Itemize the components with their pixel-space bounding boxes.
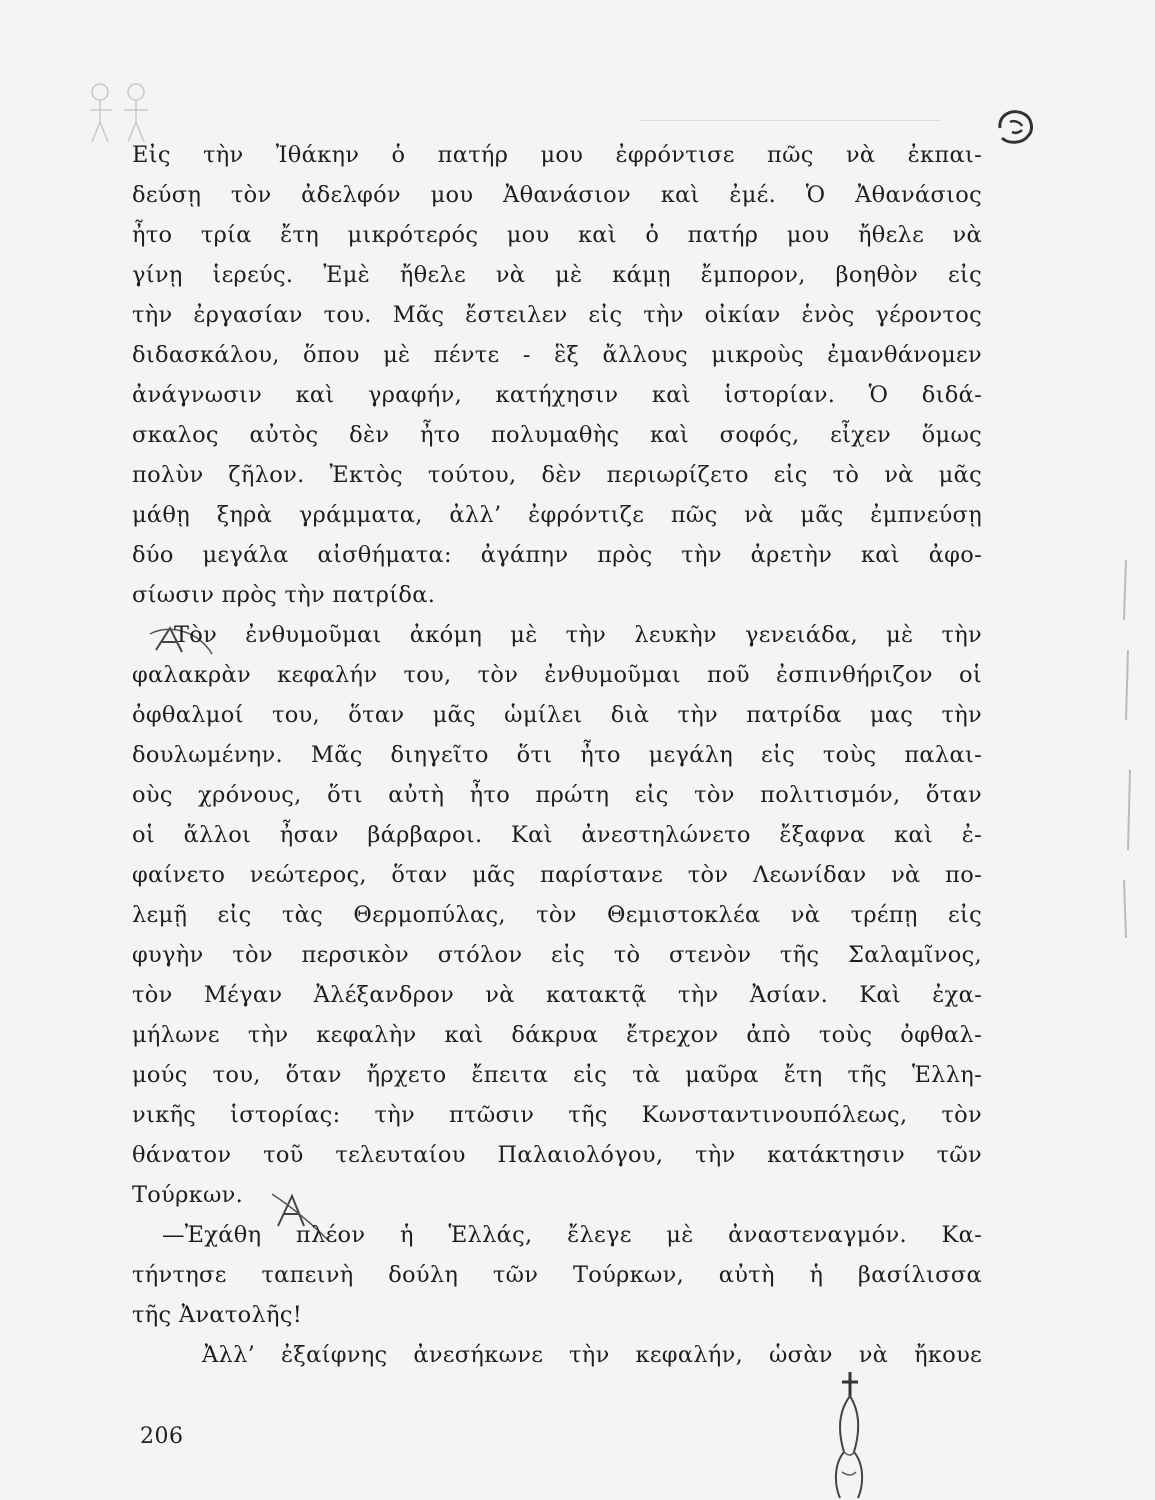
text-line: σκαλος αὐτὸς δὲν ἦτο πολυμαθὴς καὶ σοφός, εἶχεν ὅμως [132,422,982,448]
text-line: φαλακρὰν κεφαλήν του, τὸν ἐνθυμοῦμαι ποῦ ἐσπινθήριζον οἱ [132,662,982,688]
text-line: διδασκάλου, ὅπου μὲ πέντε - ἓξ ἄλλους μικροὺς ἐμανθάνομεν [132,342,982,368]
text-line: τήντησε ταπεινὴ δούλη τῶν Τούρκων, αὐτὴ ἡ βασίλισσα [132,1262,982,1288]
text-line: μήλωνε τὴν κεφαλὴν καὶ δάκρυα ἔτρεχον ἀπὸ τοὺς ὀφθαλ- [132,1022,982,1048]
right-edge-scuffs [1118,560,1148,940]
text-line: πολὺν ζῆλον. Ἐκτὸς τούτου, δὲν περιωρίζετο εἰς τὸ νὰ μᾶς [132,462,982,488]
text-line: Τὸν ἐνθυμοῦμαι ἀκόμη μὲ τὴν λευκὴν γενειάδα, μὲ τὴν [174,622,982,648]
text-line: σίωσιν πρὸς τὴν πατρίδα. [132,582,436,608]
page-number: 206 [140,1424,184,1449]
text-line: γίνῃ ἱερεύς. Ἐμὲ ἤθελε νὰ μὲ κάμῃ ἔμπορον, βοηθὸν εἰς [132,262,982,288]
text-line: μάθῃ ξηρὰ γράμματα, ἀλλ’ ἐφρόντιζε πῶς νὰ μᾶς ἐμπνεύσῃ [132,502,982,528]
text-line: θάνατον τοῦ τελευταίου Παλαιολόγου, τὴν κατάκτησιν τῶν [132,1142,982,1168]
face-doodle [992,104,1038,150]
text-line: ἦτο τρία ἔτη μικρότερός μου καὶ ὁ πατήρ μου ἤθελε νὰ [132,222,982,248]
text-line: οἱ ἄλλοι ἦσαν βάρβαροι. Καὶ ἀνεστηλώνετο ἔξαφνα καὶ ἐ- [132,822,982,848]
text-line: δεύσῃ τὸν ἀδελφόν μου Ἀθανάσιον καὶ ἐμέ. Ὁ Ἀθανάσιος [132,182,982,208]
text-line: Ἀλλ’ ἐξαίφνης ἀνεσήκωνε τὴν κεφαλήν, ὡσὰν νὰ ἤκουε [202,1342,982,1368]
text-line: τὸν Μέγαν Ἀλέξανδρον νὰ κατακτᾷ τὴν Ἀσίαν. Καὶ ἐχα- [132,982,982,1008]
text-line: φαίνετο νεώτερος, ὅταν μᾶς παρίστανε τὸν Λεωνίδαν νὰ πο- [132,862,982,888]
text-line: φυγὴν τὸν περσικὸν στόλον εἰς τὸ στενὸν τῆς Σαλαμῖνος, [132,942,982,968]
text-line: ἀνάγνωσιν καὶ γραφήν, κατήχησιν καὶ ἱστορίαν. Ὁ διδά- [132,382,982,408]
text-line: μούς του, ὅταν ἤρχετο ἔπειτα εἰς τὰ μαῦρα ἔτη τῆς Ἑλλη- [132,1062,982,1088]
text-line: νικῆς ἱστορίας: τὴν πτῶσιν τῆς Κωνσταντινουπόλεως, τὸν [132,1102,982,1128]
pencil-bookmark-sketch [824,1372,874,1500]
text-line: ὀφθαλμοί του, ὅταν μᾶς ὡμίλει διὰ τὴν πατρίδα μας τὴν [132,702,982,728]
text-line: Τούρκων. [132,1182,244,1208]
text-line: Εἰς τὴν Ἰθάκην ὁ πατήρ μου ἐφρόντισε πῶς νὰ ἐκπαι- [132,142,982,168]
text-line: δύο μεγάλα αἰσθήματα: ἀγάπην πρὸς τὴν ἀρετὴν καὶ ἀφο- [132,542,982,568]
text-line: λεμῇ εἰς τὰς Θερμοπύλας, τὸν Θεμιστοκλέα νὰ τρέπῃ εἰς [132,902,982,928]
text-line: δουλωμένην. Μᾶς διηγεῖτο ὅτι ἦτο μεγάλη εἰς τοὺς παλαι- [132,742,982,768]
text-line: τῆς Ἀνατολῆς! [132,1302,303,1328]
text-line: τὴν ἐργασίαν του. Μᾶς ἔστειλεν εἰς τὴν οἰκίαν ἑνὸς γέροντος [132,302,982,328]
body-text [132,135,982,1375]
text-line: οὺς χρόνους, ὅτι αὐτὴ ἦτο πρώτη εἰς τὸν πολιτισμόν, ὅταν [132,782,982,808]
text-line: —Ἐχάθη πλέον ἡ Ἑλλάς, ἔλεγε μὲ ἀναστεναγμόν. Κα- [162,1222,982,1248]
